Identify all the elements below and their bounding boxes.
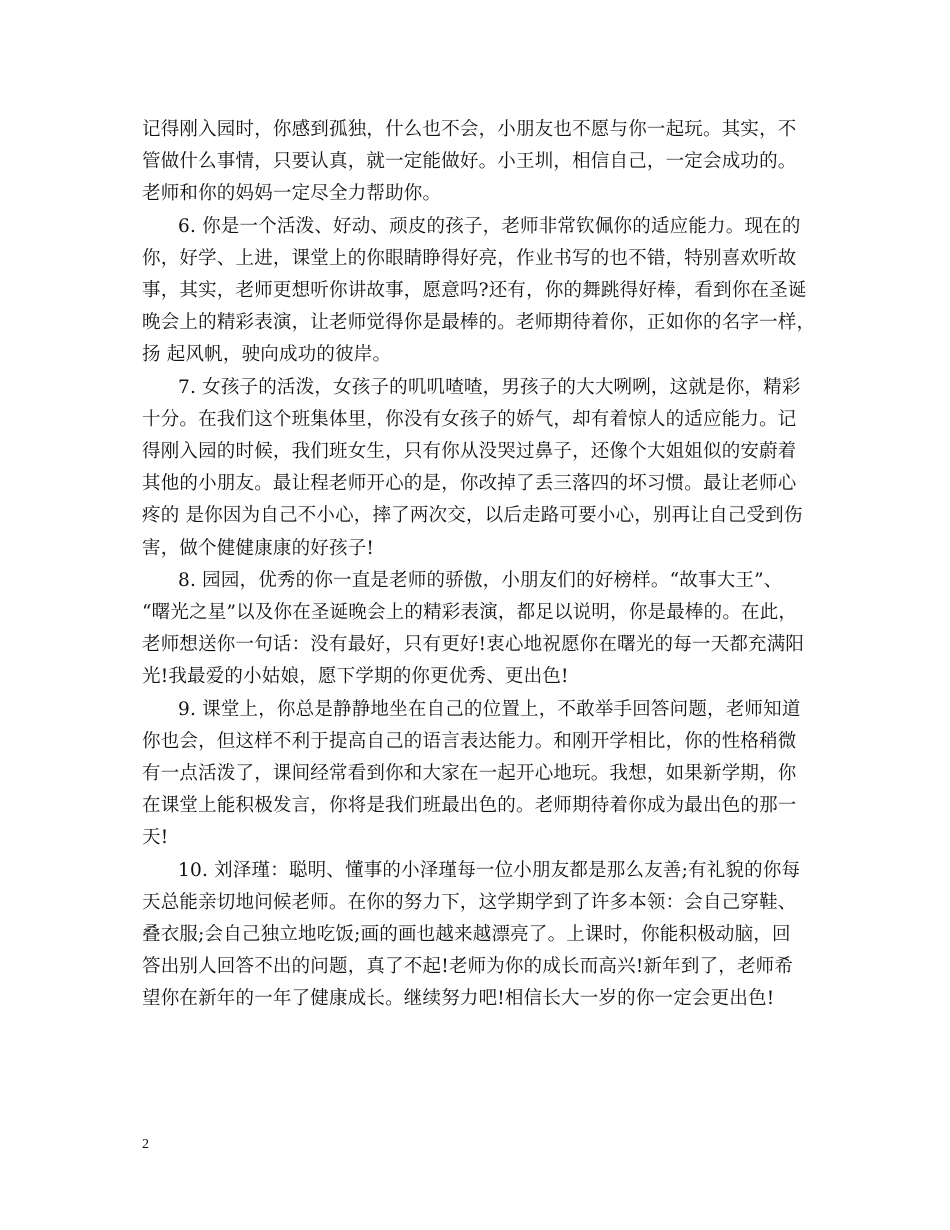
text-line: 光!我最爱的小姑娘，愿下学期的你更优秀、更出色! <box>142 666 569 688</box>
page-number: 2 <box>142 1137 149 1152</box>
text-line: 你，好学、上进，课堂上的你眼睛睁得好亮，作业书写的也不错，特别喜欢听故 <box>142 247 797 269</box>
text-line: 老师和你的妈妈一定尽全力帮助你。 <box>142 183 442 205</box>
text-line: 老师想送你一句话：没有最好，只有更好!衷心地祝愿你在曙光的每一天都充满阳 <box>142 634 805 656</box>
text-line: 9. 课堂上，你总是静静地坐在自己的位置上，不敢举手回答问题，老师知道 <box>178 698 801 720</box>
paragraph-item-8 <box>142 565 812 694</box>
paragraph-item-6 <box>142 211 816 372</box>
text-line: 有一点活泼了，课间经常看到你和大家在一起开心地玩。我想，如果新学期，你 <box>142 763 797 785</box>
text-line: 6. 你是一个活泼、好动、顽皮的孩子，老师非常钦佩你的适应能力。现在的 <box>178 215 801 237</box>
text-line: 晚会上的精彩表演，让老师觉得你是最棒的。老师期待着你，正如你的名字一样， <box>142 312 816 334</box>
text-line: 事，其实，老师更想听你讲故事，愿意吗?还有，你的舞跳得好棒，看到你在圣诞 <box>142 280 807 302</box>
paragraph-intro-continued <box>142 114 812 211</box>
text-line: 你也会，但这样不利于提高自己的语言表达能力。和刚开学相比，你的性格稍微 <box>142 730 797 752</box>
text-line: 十分。在我们这个班集体里，你没有女孩子的娇气，却有着惊人的适应能力。记 <box>142 408 797 430</box>
text-line: 管做什么事情，只要认真，就一定能做好。小王圳，相信自己，一定会成功的。 <box>142 151 797 173</box>
paragraph-item-9 <box>142 694 812 855</box>
text-line: 叠衣服;会自己独立地吃饭;画的画也越来越漂亮了。上课时，你能积极动脑，回 <box>142 924 791 946</box>
text-line: 得刚入园的时候，我们班女生，只有你从没哭过鼻子，还像个大姐姐似的安蔚着 <box>142 441 797 463</box>
text-line: “曙光之星”以及你在圣诞晚会上的精彩表演，都足以说明，你是最棒的。在此， <box>142 602 798 624</box>
text-line: 8. 园园，优秀的你一直是老师的骄傲，小朋友们的好榜样。“故事大王”、 <box>178 569 783 591</box>
document-body <box>142 114 816 1016</box>
text-line: 在课堂上能积极发言，你将是我们班最出色的。老师期待着你成为最出色的那一 <box>142 795 797 817</box>
text-line: 望你在新年的一年了健康成长。继续努力吧!相信长大一岁的你一定会更出色! <box>142 988 775 1010</box>
text-line: 害，做个健健康康的好孩子! <box>142 537 375 559</box>
text-line: 天总能亲切地问候老师。在你的努力下，这学期学到了许多本领：会自己穿鞋、 <box>142 891 797 913</box>
text-line: 疼的 是你因为自己不小心，摔了两次交，以后走路可要小心，别再让自己受到伤 <box>142 505 803 527</box>
paragraph-item-10 <box>142 855 812 1016</box>
text-line: 10. 刘泽瑾：聪明、懂事的小泽瑾每一位小朋友都是那么友善;有礼貌的你每 <box>178 859 801 881</box>
text-line: 扬 起风帆，驶向成功的彼岸。 <box>142 344 392 366</box>
text-line: 记得刚入园时，你感到孤独，什么也不会，小朋友也不愿与你一起玩。其实，不 <box>142 119 797 140</box>
text-line: 其他的小朋友。最让程老师开心的是，你改掉了丢三落四的坏习惯。最让老师心 <box>142 473 797 495</box>
text-line: 7. 女孩子的活泼，女孩子的叽叽喳喳，男孩子的大大咧咧，这就是你，精彩 <box>178 376 801 398</box>
text-line: 答出别人回答不出的问题，真了不起!老师为你的成长而高兴!新年到了，老师希 <box>142 956 794 978</box>
text-line: 天! <box>142 827 169 849</box>
paragraph-item-7 <box>142 372 812 565</box>
